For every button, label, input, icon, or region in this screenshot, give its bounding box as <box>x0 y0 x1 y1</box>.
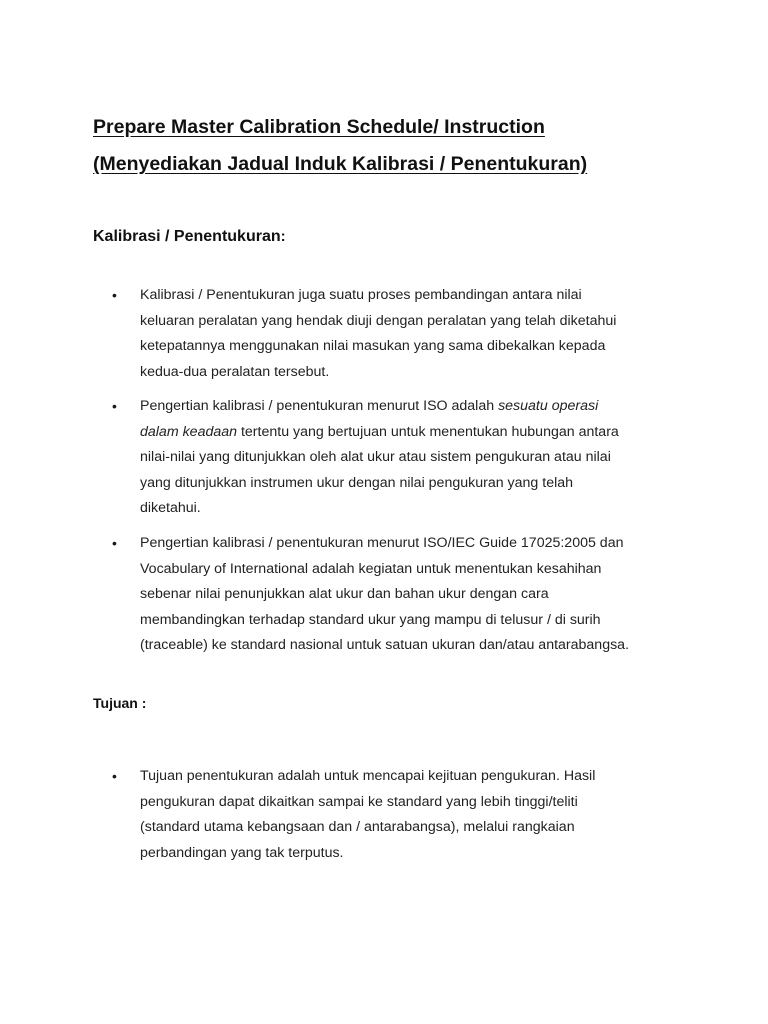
paragraph-line: (traceable) ke standard nasional untuk satuan ukuran dan/atau antarabangsa. <box>140 637 630 653</box>
paragraph-text: tertentu yang bertujuan untuk menentukan hubungan antara <box>237 423 619 440</box>
list-item-tujuan <box>140 764 700 866</box>
paragraph-line: Kalibrasi / Penentukuran juga suatu proses pembandingan antara nilai <box>140 287 582 303</box>
paragraph-text: Pengertian kalibrasi / penentukuran menurut ISO adalah <box>140 398 499 414</box>
section-heading-tujuan: Tujuan : <box>93 695 147 711</box>
bullet-icon: • <box>112 287 117 303</box>
paragraph-line: nilai-nilai yang ditunjukkan oleh alat ukur atau sistem pengukuran atau nilai <box>140 449 611 465</box>
paragraph-line: yang ditunjukkan instrumen ukur dengan nilai pengukuran yang telah <box>140 474 574 491</box>
paragraph-line: pengukuran dapat dikaitkan sampai ke standard yang lebih tinggi/teliti <box>140 793 578 810</box>
list-item-iso-definition <box>140 394 700 522</box>
document-title-line-2: (Menyediakan Jadual Induk Kalibrasi / Penentukuran) <box>93 153 588 175</box>
list-item-iso-iec-definition <box>140 531 700 659</box>
paragraph-line: keluaran peralatan yang hendak diuji dengan peralatan yang telah diketahui <box>140 312 617 329</box>
bullet-icon: • <box>112 535 117 551</box>
paragraph-line: (standard utama kebangsaan dan / antarabangsa), melalui rangkaian <box>140 819 575 835</box>
paragraph-line: Vocabulary of International adalah kegiatan untuk menentukan kesahihan <box>140 560 602 577</box>
paragraph-line: Pengertian kalibrasi / penentukuran menurut ISO/IEC Guide 17025:2005 dan <box>140 535 624 551</box>
paragraph-line: sebenar nilai penunjukkan alat ukur dan bahan ukur dengan cara <box>140 586 549 602</box>
section-heading-kalibrasi <box>93 228 286 246</box>
paragraph-line: diketahui. <box>140 500 201 516</box>
document-title-line-1: Prepare Master Calibration Schedule/ Instruction <box>93 116 545 138</box>
paragraph-line: Tujuan penentukuran adalah untuk mencapai kejituan pengukuran. Hasil <box>140 768 596 784</box>
paragraph-line: perbandingan yang tak terputus. <box>140 844 344 861</box>
paragraph-line <box>140 420 700 446</box>
paragraph-line: membandingkan terhadap standard ukur yang mampu di telusur / di surih <box>140 611 601 628</box>
paragraph-line: kedua-dua peralatan tersebut. <box>140 363 330 380</box>
list-item-kalibrasi-definition <box>140 283 700 385</box>
paragraph-line <box>140 394 700 420</box>
section-heading-colon: : <box>280 228 286 245</box>
section-heading-kalibrasi-text: Kalibrasi / Penentukuran <box>93 228 281 245</box>
bullet-icon: • <box>112 398 117 414</box>
paragraph-line: ketepatannya menggunakan nilai masukan yang sama dibekalkan kepada <box>140 338 606 354</box>
italic-phrase: dalam keadaan <box>140 423 238 440</box>
bullet-icon: • <box>112 768 117 784</box>
italic-phrase: sesuatu operasi <box>498 398 599 414</box>
